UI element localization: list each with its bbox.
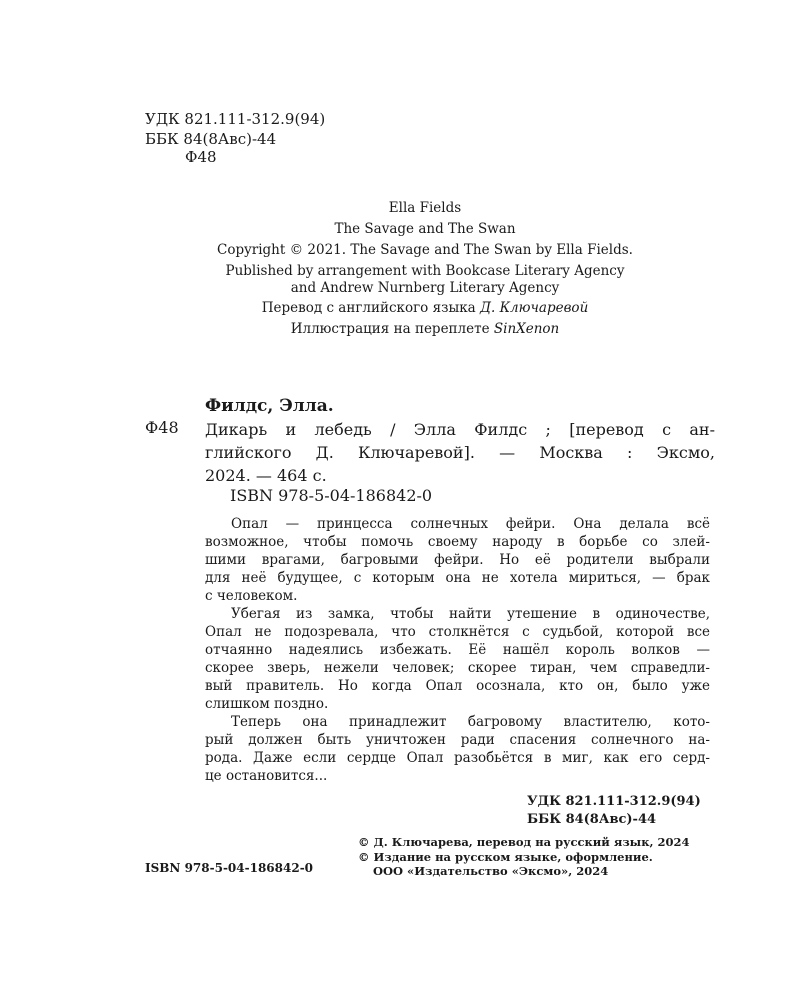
footer-udk: УДК 821.111-312.9(94) xyxy=(527,794,701,809)
annotation-line: скорее зверь, нежели человек; скорее тиран, чем справедли- xyxy=(205,660,710,676)
annotation-line: Убегая из замка, чтобы найти утешение в одиночестве, xyxy=(231,606,710,622)
published-line-2: and Andrew Nurnberg Literary Agency xyxy=(290,280,560,296)
bib-line: Дикарь и лебедь / Элла Филдс ; [перевод с ан- xyxy=(205,420,715,439)
annotation-line: шими врагами, багровыми фейри. Но её родители выбрали xyxy=(205,552,710,568)
illustration-label: Иллюстрация на переплете xyxy=(290,321,494,337)
udk-code: УДК 821.111-312.9(94) xyxy=(145,110,326,128)
bib-line: 2024. — 464 с. xyxy=(205,466,327,485)
annotation-line: Опал — принцесса солнечных фейри. Она делала всё xyxy=(231,516,710,532)
title-en: The Savage and The Swan xyxy=(334,221,516,237)
annotation-line: це остановится... xyxy=(205,768,328,784)
translator-name: Д. Ключаревой xyxy=(480,300,589,316)
copyright-translation: © Д. Ключарева, перевод на русский язык, 2024 xyxy=(358,835,690,849)
annotation-line: Опал не подозревала, что столкнётся с судьбой, которой все xyxy=(205,624,710,640)
annotation-line: рый должен быть уничтожен ради спасения солнечного на- xyxy=(205,732,710,748)
author-en: Ella Fields xyxy=(388,200,462,216)
bib-line: глийского Д. Ключаревой]. — Москва : Эксмо, xyxy=(205,443,715,462)
translation-label: Перевод с английского языка xyxy=(261,300,481,316)
copyright-publisher: ООО «Издательство «Эксмо», 2024 xyxy=(373,864,609,878)
illustrator-name: SinXenon xyxy=(493,321,560,337)
bib-description xyxy=(205,418,715,487)
copyright-line: Copyright © 2021. The Savage and The Swan by Ella Fields. xyxy=(217,242,633,258)
annotation-line: с человеком. xyxy=(205,588,298,604)
bib-code: Ф48 xyxy=(145,418,179,437)
footer-isbn: ISBN 978-5-04-186842-0 xyxy=(145,861,314,875)
annotation-line: для неё будущее, с которым она не хотела мириться, — брак xyxy=(205,570,710,586)
author-mark: Ф48 xyxy=(185,148,217,166)
annotation-line: отчаянно надеялись избежать. Её нашёл король волков — xyxy=(205,642,710,658)
annotation-line: вый правитель. Но когда Опал осознала, кто он, было уже xyxy=(205,678,710,694)
annotation-line: Теперь она принадлежит багровому властителю, кото- xyxy=(231,714,710,730)
annotation-line: возможное, чтобы помочь своему народу в борьбе со злей- xyxy=(205,534,710,550)
bib-author: Филдс, Элла. xyxy=(205,396,334,416)
footer-bbk: ББК 84(8Авс)-44 xyxy=(527,812,657,827)
annotation-line: рода. Даже если сердце Опал разобьётся в миг, как его серд- xyxy=(205,750,710,766)
published-line-1: Published by arrangement with Bookcase Literary Agency xyxy=(225,263,625,279)
bib-isbn: ISBN 978-5-04-186842-0 xyxy=(230,486,433,505)
copyright-edition: © Издание на русском языке, оформление. xyxy=(358,850,653,864)
illustration-credit xyxy=(100,321,750,337)
bbk-code: ББК 84(8Авс)-44 xyxy=(145,130,277,148)
annotation-line: слишком поздно. xyxy=(205,696,329,712)
annotation xyxy=(205,515,710,785)
translation-credit xyxy=(100,300,750,316)
